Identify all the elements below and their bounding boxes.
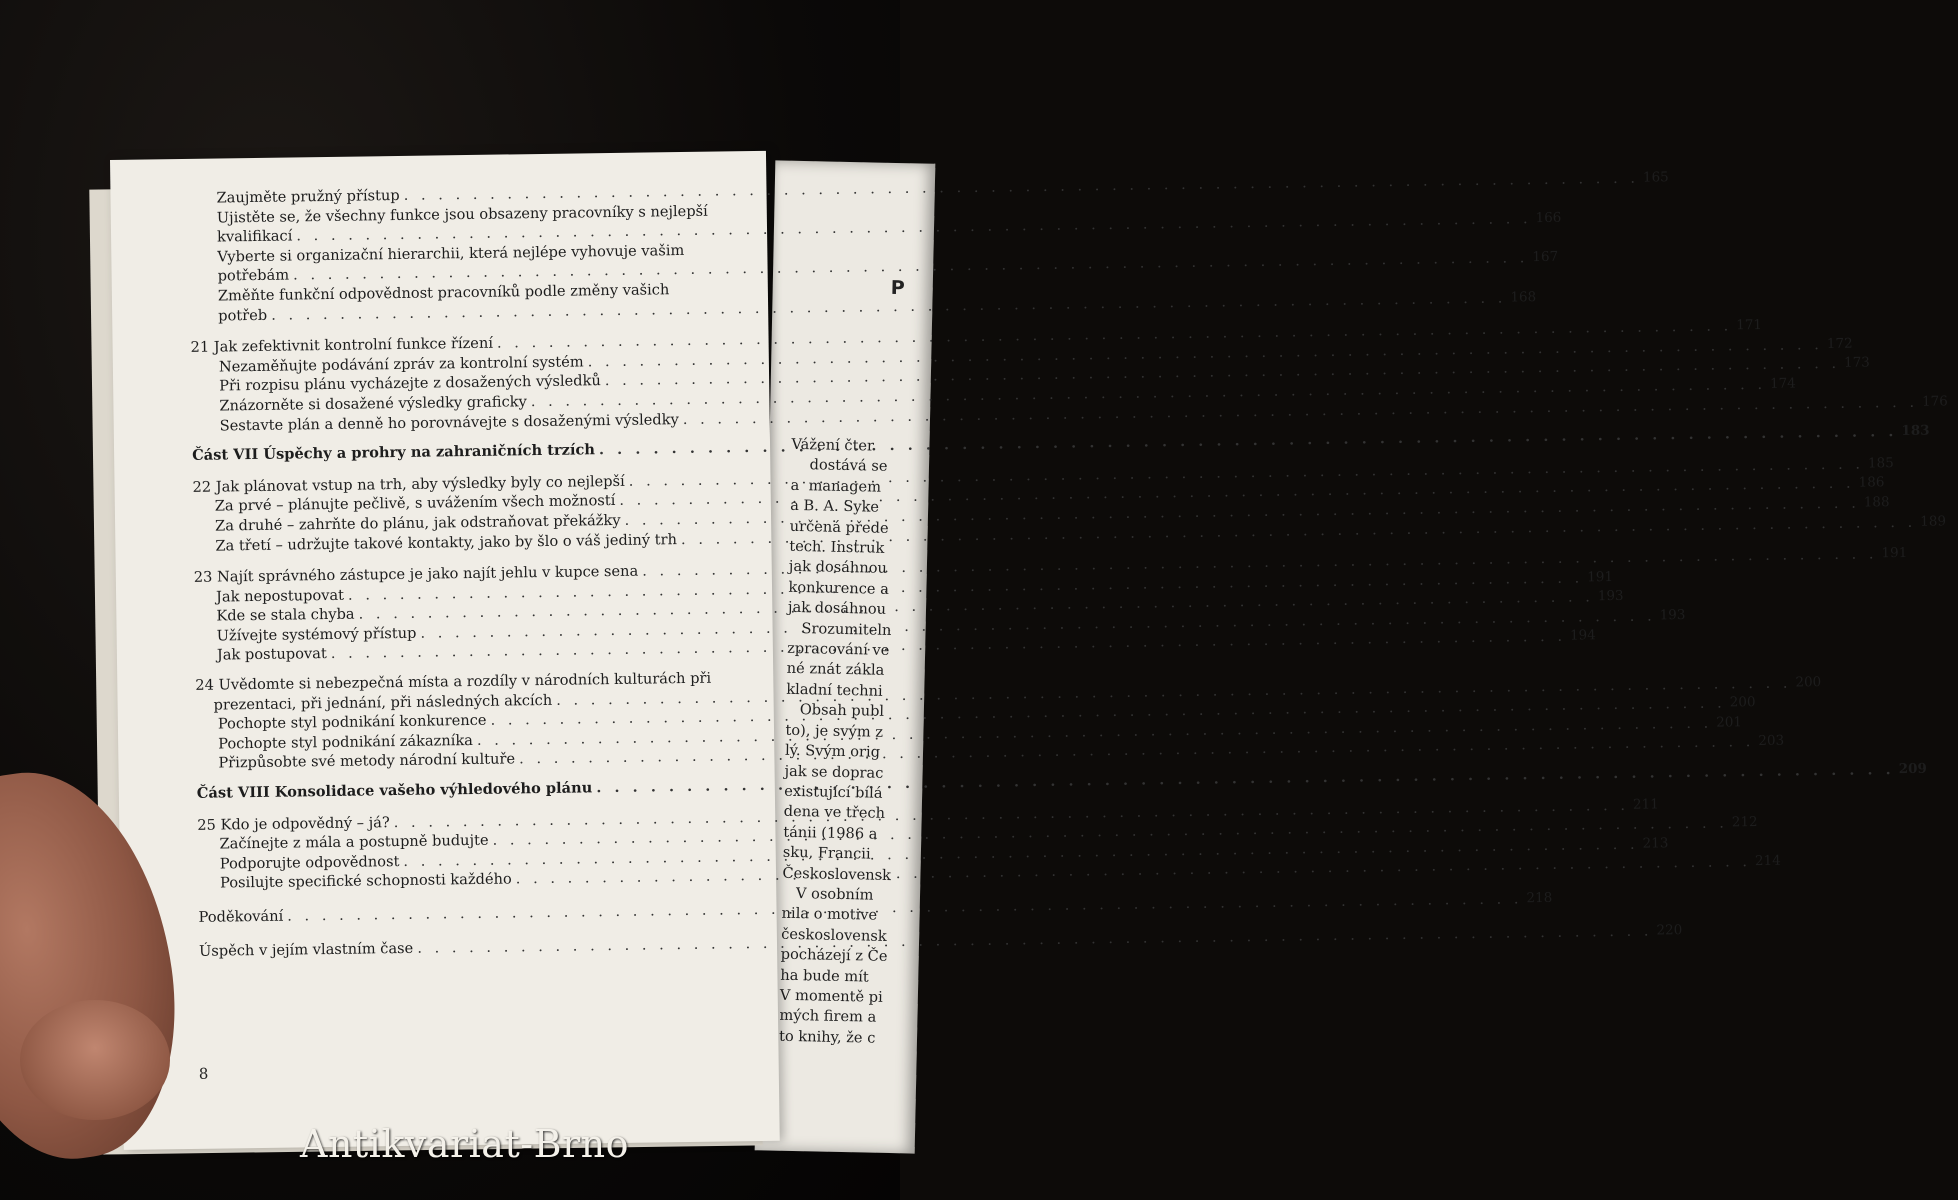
toc-page-number: 214 xyxy=(1754,853,1781,870)
toc-page-number: 193 xyxy=(1659,606,1686,624)
toc-entry-title: Vyberte si organizační hierarchii, která nejlépe vyhovuje vašim xyxy=(217,241,685,266)
toc-page-number: 201 xyxy=(1716,714,1743,731)
right-page-line: to knihy, že c xyxy=(778,1027,876,1047)
toc-entry-continuation: kvalifikací xyxy=(216,227,293,246)
right-page-line: existující bílá xyxy=(783,782,883,802)
toc-entry-title: Úspěch v jejím vlastním čase xyxy=(198,939,414,960)
toc-page-number: 189 xyxy=(1920,512,1947,530)
right-page-line: V osobním xyxy=(781,884,874,904)
toc-page-number: 200 xyxy=(1795,673,1822,691)
right-page-line: tánii (1986 a xyxy=(783,823,878,843)
toc-page-number: 218 xyxy=(1526,889,1553,907)
right-page-line: nila o motive xyxy=(781,905,878,925)
toc-page-number: 186 xyxy=(1858,474,1885,491)
toc-page-number: 191 xyxy=(1881,545,1908,562)
toc-page-number: 168 xyxy=(1510,288,1537,306)
right-page-line: lý. Svým orig xyxy=(784,741,881,761)
toc-entry-continuation: prezentaci, při jednání, při následných akcích xyxy=(213,691,553,714)
right-page-line: to), je svým z xyxy=(785,721,884,741)
toc-page-number: 193 xyxy=(1597,588,1624,605)
toc-page-number: 176 xyxy=(1921,392,1948,410)
toc-entry-title: Při rozpisu plánu vycházejte z dosažených výsledků xyxy=(219,372,601,395)
right-page-line: a B. A. Syke xyxy=(789,497,880,516)
toc-entry-title: Nezaměňujte podávání zpráv za kontrolní systém xyxy=(218,353,584,376)
right-page-line: Československ xyxy=(782,864,892,884)
toc-page-number: 167 xyxy=(1532,249,1559,266)
toc-entry-title: Znázorněte si dosažené výsledky graficky xyxy=(219,393,527,415)
toc-page-number: 174 xyxy=(1769,375,1796,392)
toc-entry-title: Zaujměte pružný přístup xyxy=(216,186,400,207)
right-page-line: jak dosáhnou xyxy=(788,558,888,578)
toc-page-number: 183 xyxy=(1901,422,1930,440)
right-page-line: určená přede xyxy=(789,517,889,537)
toc-page-number: 211 xyxy=(1632,796,1659,813)
right-page-line: kladní techni xyxy=(786,680,883,700)
right-page-line: Srozumiteln xyxy=(787,619,892,639)
page-number: 8 xyxy=(198,1064,209,1083)
thumb xyxy=(20,1000,170,1120)
toc-entry-title: Pochopte styl podnikání konkurence xyxy=(217,712,487,733)
toc-entry-title: Poděkování xyxy=(198,907,284,926)
toc-page-number: 171 xyxy=(1736,317,1763,334)
toc-entry-title: 23 Najít správného zástupce je jako najít jehlu v kupce sena xyxy=(193,562,639,586)
right-page-line: tech. Instruk xyxy=(789,537,885,557)
toc-entry-title: Ujistěte se, že všechny funkce jsou obsazeny pracovníky s nejlepší xyxy=(216,202,708,227)
toc-entry-title: Pochopte styl podnikání zákazníka xyxy=(218,731,474,753)
toc-page-number: 165 xyxy=(1642,169,1669,186)
toc-page-number: 194 xyxy=(1569,627,1596,645)
right-page-line: né znát zákla xyxy=(786,660,885,680)
right-page-line: jak se doprac xyxy=(784,762,884,782)
toc-entry-title: Začínejte z mála a postupně budujte xyxy=(219,832,489,853)
toc-entry-continuation: potřeb xyxy=(218,306,268,325)
toc-entry-title: Změňte funkční odpovědnost pracovníků podle změny vašich xyxy=(217,281,670,305)
toc-entry-title: Jak nepostupovat xyxy=(215,586,345,606)
right-page-line: a managem xyxy=(790,476,882,496)
dot-leader xyxy=(417,921,1653,958)
toc-entry-title: Podporujte odpovědnost xyxy=(219,852,400,873)
right-page-line: jak dosáhnou xyxy=(787,599,887,619)
toc-page-number: 185 xyxy=(1867,454,1894,472)
right-page-header: P xyxy=(890,276,905,300)
toc-entry-title: Za prvé – plánujte pečlivě, s uvážením všech možností xyxy=(214,492,616,515)
toc-page-number: 188 xyxy=(1863,494,1890,511)
toc-entry-continuation: potřebám xyxy=(217,266,290,285)
right-page-line: Vážení čter xyxy=(791,435,875,455)
toc-entry-title: Přizpůsobte své metody národní kultuře xyxy=(218,750,516,772)
right-page-line: československ xyxy=(781,925,887,945)
right-page-line: konkurence a xyxy=(788,578,890,598)
dot-leader xyxy=(404,169,1640,206)
toc-page-number: 173 xyxy=(1843,354,1870,372)
toc-page-number: 220 xyxy=(1656,921,1683,939)
toc-entry-title: 22 Jak plánovat vstup na trh, aby výsledky byly co nejlepší xyxy=(192,472,625,496)
toc-entry-title: Užívejte systémový přístup xyxy=(216,624,417,645)
right-page-line: dostává se xyxy=(790,456,888,476)
toc-page-number: 212 xyxy=(1731,814,1758,831)
right-page-line: pocházejí z Če xyxy=(780,945,888,966)
toc-page-number: 203 xyxy=(1758,733,1785,750)
toc-page-number: 213 xyxy=(1642,835,1669,852)
watermark: Antikvariat-Brno xyxy=(300,1122,630,1166)
right-page-line: Obsah publ xyxy=(785,701,885,721)
toc-entry xyxy=(190,279,1537,326)
toc-entry xyxy=(189,240,1559,287)
right-page-line: V momentě pi xyxy=(779,986,883,1006)
right-page-line: zpracování ve xyxy=(786,639,890,659)
toc-page-number: 209 xyxy=(1898,760,1927,778)
toc-entry-title: Část VIII Konsolidace vašeho výhledového plánu xyxy=(196,779,593,802)
toc-entry-title: 24 Uvědomte si nebezpečná místa a rozdíly v národních kulturách při xyxy=(195,669,712,694)
right-page-line: dena ve třech xyxy=(783,803,886,823)
toc-entry-title: Za druhé – zahrňte do plánu, jak odstraňovat překážky xyxy=(215,511,621,535)
toc-page-number: 166 xyxy=(1535,209,1562,227)
right-page-line: ha bude mít xyxy=(780,966,869,986)
toc-entry-title: 25 Kdo je odpovědný – já? xyxy=(197,813,390,834)
toc-entry-title: Za třetí – udržujte takové kontakty, jako by šlo o váš jediný trh xyxy=(215,530,678,555)
right-page-line: mých firem a xyxy=(779,1007,877,1027)
toc-entry-title: Jak postupovat xyxy=(216,645,327,665)
toc-page-number: 200 xyxy=(1729,694,1756,711)
toc-entry-title: Posilujte specifické schopnosti každého xyxy=(219,870,512,892)
right-page-line: sku, Francii xyxy=(782,843,871,863)
toc-page-number: 191 xyxy=(1587,568,1614,586)
toc-entry-title: Část VII Úspěchy a prohry na zahraničních trzích xyxy=(192,441,596,465)
toc-page-number: 172 xyxy=(1826,335,1853,352)
toc-entry-title: Kde se stala chyba xyxy=(216,605,355,625)
toc-entry-title: Sestavte plán a denně ho porovnávejte s dosaženými výsledky xyxy=(219,410,679,435)
toc-entry-title: 21 Jak zefektivnit kontrolní funkce řízení xyxy=(190,334,494,357)
